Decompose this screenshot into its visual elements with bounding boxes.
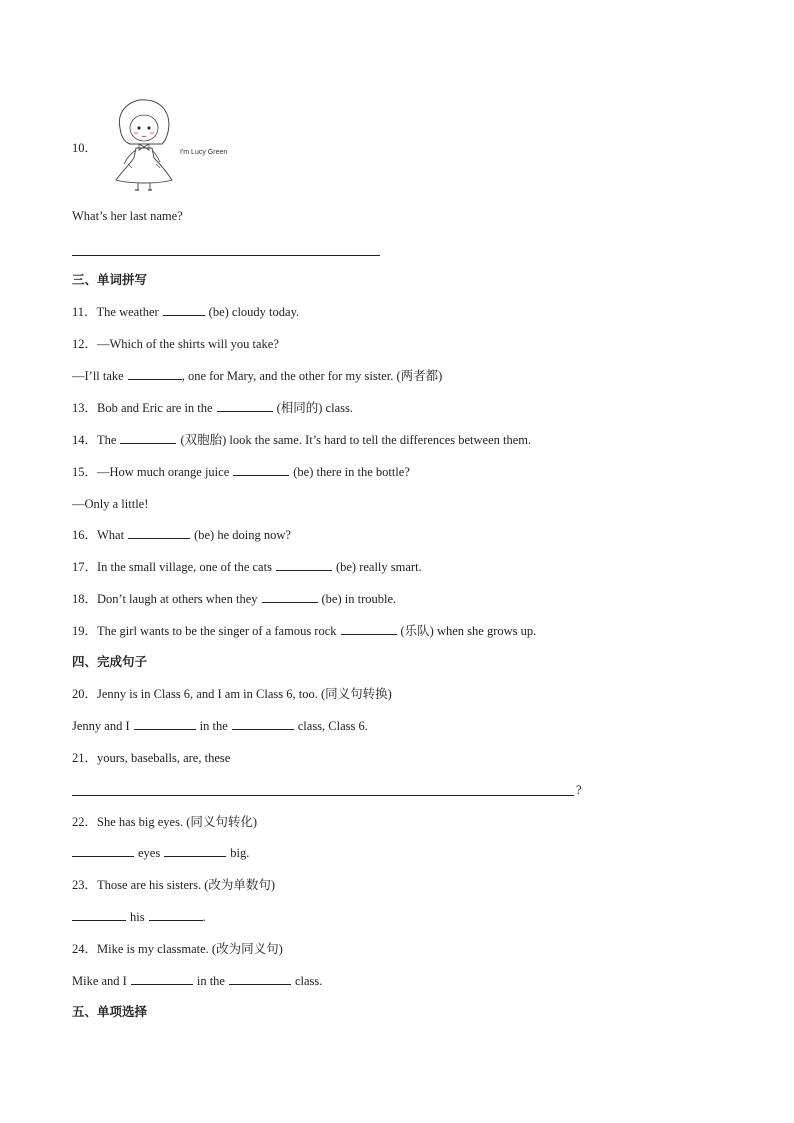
answer-line-21[interactable]: [72, 795, 574, 796]
question-20-line1: 20．Jenny is in Class 6, and I am in Class 6, too. (同义句转换): [72, 687, 392, 701]
q15-text-b: (be) there in the bottle?: [293, 465, 410, 479]
question-12-line2: [72, 368, 442, 384]
section-3-heading: 三、单词拼写: [72, 273, 148, 287]
q16-text-a: 16．What: [72, 528, 125, 542]
q20-blank-2[interactable]: [232, 718, 294, 730]
q20-blank-1[interactable]: [134, 718, 196, 730]
section-4-heading: 四、完成句子: [72, 655, 148, 669]
question-10-number: 10．: [72, 141, 98, 155]
question-13: [72, 400, 353, 416]
q22-text-b: eyes: [138, 846, 161, 860]
q24-blank-1[interactable]: [131, 973, 193, 985]
q24-text-a: Mike and I: [72, 974, 127, 988]
q24-blank-2[interactable]: [229, 973, 291, 985]
q12-text-b: , one for Mary, and the other for my sister. (两者都): [181, 369, 443, 383]
question-20-line2: [72, 718, 368, 734]
q17-text-a: 17．In the small village, one of the cats: [72, 560, 272, 574]
question-14: [72, 432, 531, 448]
q14-text-a: 14．The: [72, 433, 117, 447]
question-17: [72, 559, 422, 575]
q22-text-c: big.: [230, 846, 250, 860]
q17-text-b: (be) really smart.: [335, 560, 422, 574]
section-5-heading: 五、单项选择: [72, 1005, 148, 1019]
q23-blank-2[interactable]: [149, 909, 203, 921]
question-11: [72, 304, 299, 320]
question-23-line2: [72, 909, 206, 925]
q15-blank[interactable]: [233, 464, 289, 476]
q23-blank-1[interactable]: [72, 909, 126, 921]
q20-text-b: in the: [199, 719, 228, 733]
question-12-line1: 12．—Which of the shirts will you take?: [72, 337, 279, 351]
question-15-line2: —Only a little!: [72, 497, 149, 511]
q18-text-a: 18．Don’t laugh at others when they: [72, 592, 258, 606]
question-16: [72, 527, 291, 543]
q12-blank[interactable]: [128, 368, 182, 380]
q24-text-c: class.: [294, 974, 323, 988]
q23-text-c: .: [202, 910, 206, 924]
question-23-line1: 23．Those are his sisters. (改为单数句): [72, 878, 276, 892]
answer-line-10[interactable]: [72, 255, 380, 256]
q11-blank[interactable]: [163, 304, 205, 316]
q11-text-a: 11．The weather: [72, 305, 159, 319]
q14-blank[interactable]: [120, 432, 176, 444]
question-24-line2: [72, 973, 322, 989]
q19-text-b: (乐队) when she grows up.: [400, 624, 537, 638]
q13-text-a: 13．Bob and Eric are in the: [72, 401, 213, 415]
q20-text-a: Jenny and I: [72, 719, 130, 733]
q13-text-b: (相同的) class.: [276, 401, 353, 415]
q19-text-a: 19．The girl wants to be the singer of a famous rock: [72, 624, 337, 638]
q14-text-b: (双胞胎) look the same. It’s hard to tell the differences between them.: [180, 433, 532, 447]
q17-blank[interactable]: [276, 559, 332, 571]
question-21-end: ?: [576, 783, 582, 797]
girl-caption: I'm Lucy Green: [180, 149, 228, 156]
question-18: [72, 591, 396, 607]
question-22-line2: [72, 845, 249, 861]
question-10-text: What’s her last name?: [72, 209, 183, 223]
question-19: [72, 623, 536, 639]
q22-blank-1[interactable]: [72, 845, 134, 857]
q11-text-b: (be) cloudy today.: [208, 305, 300, 319]
question-24-line1: 24．Mike is my classmate. (改为同义句): [72, 942, 283, 956]
question-22-line1: 22．She has big eyes. (同义句转化): [72, 815, 258, 829]
girl-illustration: [106, 98, 232, 192]
question-15: [72, 464, 410, 480]
q13-blank[interactable]: [217, 400, 273, 412]
question-21-line1: 21．yours, baseballs, are, these: [72, 751, 231, 765]
q24-text-b: in the: [196, 974, 225, 988]
q15-text-a: 15．—How much orange juice: [72, 465, 230, 479]
q23-text-b: his: [130, 910, 145, 924]
q22-blank-2[interactable]: [164, 845, 226, 857]
q16-blank[interactable]: [128, 527, 190, 539]
q16-text-b: (be) he doing now?: [194, 528, 291, 542]
q20-text-c: class, Class 6.: [297, 719, 368, 733]
q18-text-b: (be) in trouble.: [321, 592, 397, 606]
q18-blank[interactable]: [262, 591, 318, 603]
q12-text-a: —I’ll take: [72, 369, 124, 383]
q19-blank[interactable]: [341, 623, 397, 635]
